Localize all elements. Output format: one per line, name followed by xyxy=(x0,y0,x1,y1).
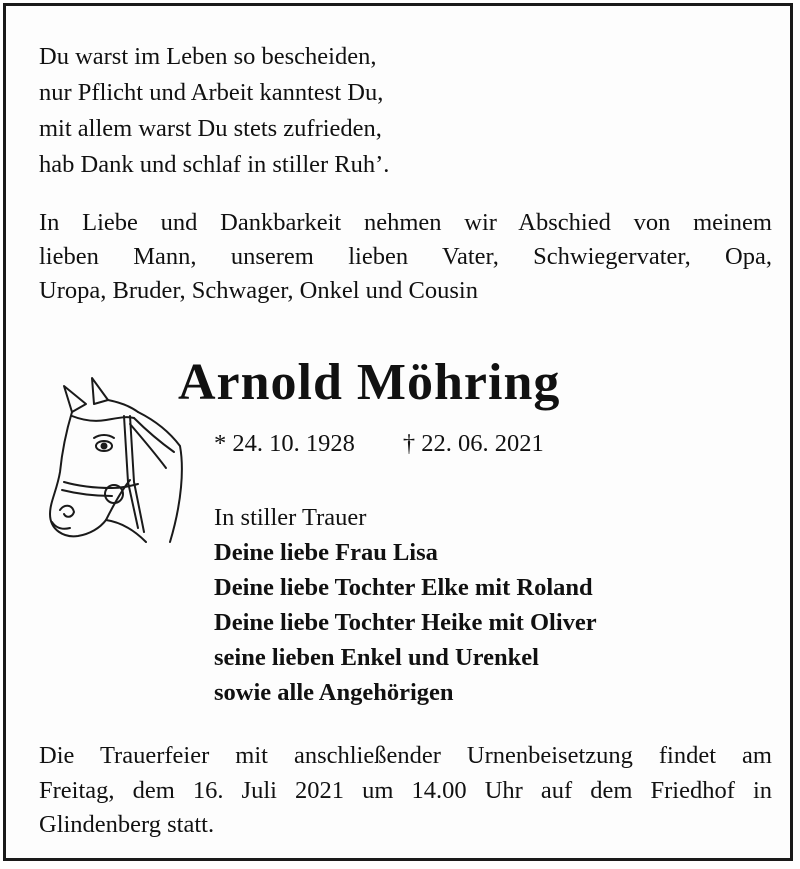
mourner-name: Deine liebe Tochter Elke mit Roland xyxy=(214,574,593,601)
life-dates xyxy=(214,428,544,460)
intro-line: lieben Mann, unserem lieben Vater, Schwiegervater, Opa, xyxy=(39,243,772,270)
poem xyxy=(39,39,389,183)
poem-line: nur Pflicht und Arbeit kanntest Du, xyxy=(39,79,384,106)
funeral-notice xyxy=(39,739,772,843)
intro-line: In Liebe und Dankbarkeit nehmen wir Abschied von meinem xyxy=(39,209,772,236)
mourners-intro: In stiller Trauer xyxy=(214,504,367,531)
poem-line: hab Dank und schlaf in stiller Ruh’. xyxy=(39,151,390,178)
horse-head-icon xyxy=(42,372,188,550)
birth-date: * 24. 10. 1928 xyxy=(214,430,355,457)
mourner-name: seine lieben Enkel und Urenkel xyxy=(214,644,539,671)
mourner-name: Deine liebe Tochter Heike mit Oliver xyxy=(214,609,597,636)
ceremony-line: Freitag, dem 16. Juli 2021 um 14.00 Uhr auf dem Friedhof in xyxy=(39,776,772,804)
ceremony-line: Die Trauerfeier mit anschließender Urnenbeisetzung findet am xyxy=(39,742,772,769)
poem-line: mit allem warst Du stets zufrieden, xyxy=(39,115,382,142)
ceremony-line: Glindenberg statt. xyxy=(39,811,215,838)
deceased-name: Arnold Möhring xyxy=(178,354,561,411)
death-date: † 22. 06. 2021 xyxy=(402,430,544,457)
mourner-name: Deine liebe Frau Lisa xyxy=(214,539,438,566)
poem-line: Du warst im Leben so bescheiden, xyxy=(39,43,377,70)
farewell-intro xyxy=(39,206,772,308)
intro-line: Uropa, Bruder, Schwager, Onkel und Cousin xyxy=(39,277,478,304)
mourners-list xyxy=(214,500,597,710)
obituary-frame xyxy=(3,3,793,861)
mourner-name: sowie alle Angehörigen xyxy=(214,679,454,706)
